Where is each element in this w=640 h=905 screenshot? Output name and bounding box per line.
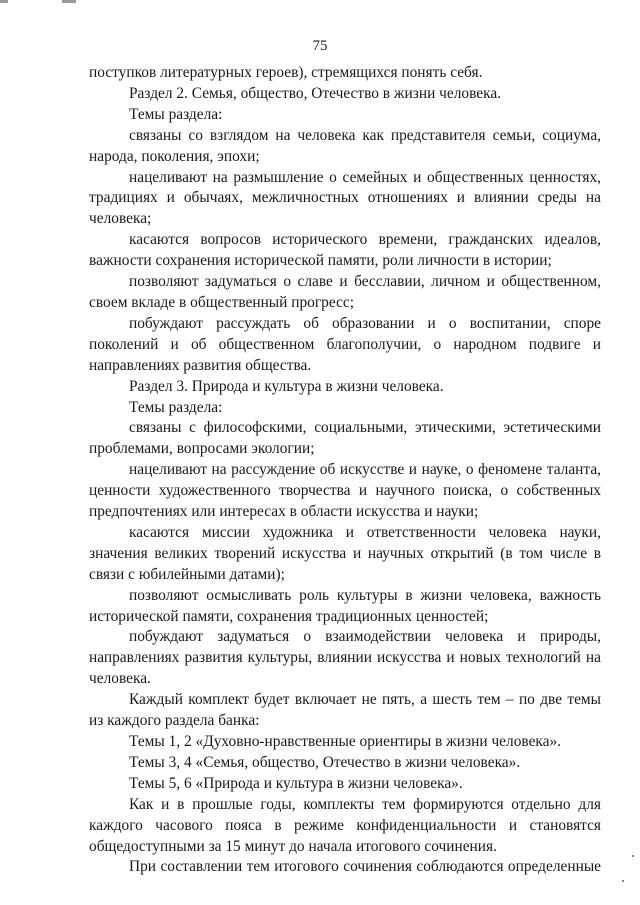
list-item: побуждают задуматься о взаимодействии человека и природы, направлениях развития культуры, влиянии искусства и новых технологий на человека. — [89, 628, 601, 688]
list-item: связаны со взглядом на человека как представителя семьи, социума, народа, поколения, эпохи; — [89, 126, 601, 165]
section-3-heading: Раздел 3. Природа и культура в жизни человека. — [129, 377, 444, 395]
list-item: связаны с философскими, социальными, этическими, эстетическими проблемами, вопросами экологии; — [89, 419, 601, 458]
list-item: нацеливают на рассуждение об искусстве и науке, о феномене таланта, ценности художественного творчества и научного поиска, о собственных предпочтениях или интересах в области искусства и науки; — [89, 461, 601, 521]
list-item: позволяют осмысливать роль культуры в жизни человека, важность исторической памяти, сохранения традиционных ценностей; — [89, 586, 601, 625]
paragraph-continuation: поступков литературных героев), стремящихся понять себя. — [89, 64, 483, 81]
list-item: позволяют задуматься о славе и бесславии, личном и общественном, своем вкладе в общественный прогресс; — [89, 273, 601, 311]
scan-edge-mark — [0, 0, 8, 3]
topics-label: Темы раздела: — [129, 105, 223, 123]
section-2-heading: Раздел 2. Семья, общество, Отечество в жизни человека. — [129, 84, 502, 102]
paragraph: Каждый комплект будет включает не пять, а шесть тем – по две темы из каждого раздела банка: — [89, 691, 601, 730]
paragraph-trailing: При составлении тем итогового сочинения соблюдаются определенные — [129, 858, 601, 876]
topics-label: Темы раздела: — [129, 398, 223, 416]
scan-speck — [622, 880, 624, 882]
list-item: касаются вопросов исторического времени, гражданских идеалов, важности сохранения исторической памяти, роли личности в истории; — [89, 231, 601, 270]
topic-pair-line: Темы 3, 4 «Семья, общество, Отечество в жизни человека». — [129, 753, 521, 771]
list-item: нацеливают на размышление о семейных и общественных ценностях, традициях и обычаях, межличностных отношениях и влиянии среды на человека; — [89, 168, 601, 228]
document-body — [89, 63, 601, 878]
list-item: побуждают рассуждать об образовании и о воспитании, споре поколений и об общественном благополучии, о народном подвиге и направлениях развития общества. — [89, 314, 601, 374]
list-item: касаются миссии художника и ответственности человека науки, значения великих творений искусства и научных открытий (в том числе в связи с юбилейными датами); — [89, 523, 601, 583]
paragraph: Как и в прошлые годы, комплекты тем формируются отдельно для каждого часового пояса в режиме конфиденциальности и становятся общедоступными за 15 минут до начала итогового сочинения. — [89, 795, 601, 855]
page-number: 75 — [312, 38, 328, 54]
topic-pair-line: Темы 1, 2 «Духовно-нравственные ориентиры в жизни человека». — [129, 733, 562, 750]
scan-edge-mark — [62, 0, 76, 3]
scan-speck — [632, 855, 634, 857]
topic-pair-line: Темы 5, 6 «Природа и культура в жизни человека». — [129, 774, 463, 792]
